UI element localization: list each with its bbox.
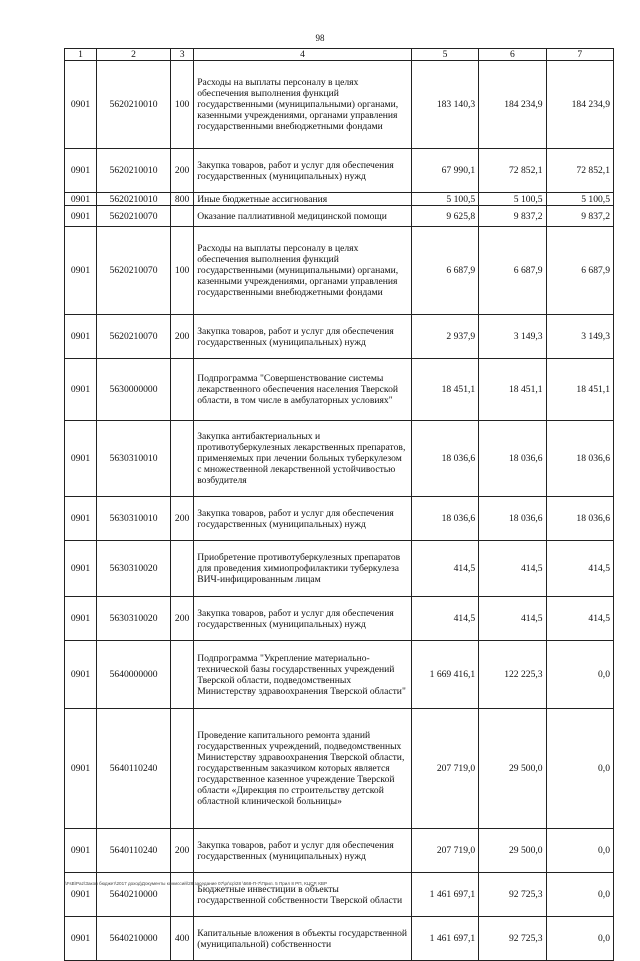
target-article-cell: 5640210000	[97, 917, 171, 961]
section-code-cell: 0901	[65, 61, 97, 149]
target-article-cell: 5640110240	[97, 829, 171, 873]
table-row	[65, 149, 614, 193]
target-article-cell: 5620210070	[97, 227, 171, 315]
table-row	[65, 917, 614, 961]
header-cell-2: 2	[97, 49, 171, 61]
item-name-cell: Подпрограмма "Укрепление материально-технической базы государственных учреждений Тверской области, подведомственных Министерству здравоохранения Тверской области"	[194, 641, 412, 709]
amount-col7-cell: 5 100,5	[546, 193, 613, 206]
table-row	[65, 641, 614, 709]
item-name-cell: Расходы на выплаты персоналу в целях обеспечения выполнения функций государственными (муниципальными) органами, казенными учреждениями, органами управления государственными внебюджетными фондами	[194, 227, 412, 315]
section-code-cell: 0901	[65, 873, 97, 917]
amount-col5-cell: 414,5	[411, 597, 478, 641]
table-header-row	[65, 49, 614, 61]
expense-type-cell: 400	[171, 917, 194, 961]
item-name-cell: Иные бюджетные ассигнования	[194, 193, 412, 206]
item-name-cell: Закупка товаров, работ и услуг для обеспечения государственных (муниципальных) нужд	[194, 597, 412, 641]
item-name-cell: Оказание паллиативной медицинской помощи	[194, 206, 412, 227]
expense-type-cell	[171, 873, 194, 917]
amount-col5-cell: 207 719,0	[411, 829, 478, 873]
amount-col6-cell: 5 100,5	[479, 193, 546, 206]
item-name-cell: Закупка товаров, работ и услуг для обеспечения государственных (муниципальных) нужд	[194, 315, 412, 359]
amount-col5-cell: 5 100,5	[411, 193, 478, 206]
page-number: 98	[315, 33, 325, 43]
amount-col6-cell: 6 687,9	[479, 227, 546, 315]
amount-col5-cell: 1 669 416,1	[411, 641, 478, 709]
expense-type-cell: 100	[171, 227, 194, 315]
target-article-cell: 5630310020	[97, 541, 171, 597]
target-article-cell: 5620210010	[97, 61, 171, 149]
expense-type-cell: 100	[171, 61, 194, 149]
amount-col6-cell: 29 500,0	[479, 829, 546, 873]
amount-col5-cell: 207 719,0	[411, 709, 478, 829]
section-code-cell: 0901	[65, 359, 97, 421]
amount-col5-cell: 18 036,6	[411, 421, 478, 497]
expense-type-cell: 200	[171, 149, 194, 193]
amount-col7-cell: 0,0	[546, 709, 613, 829]
amount-col6-cell: 29 500,0	[479, 709, 546, 829]
amount-col5-cell: 67 990,1	[411, 149, 478, 193]
expense-type-cell: 200	[171, 497, 194, 541]
amount-col7-cell: 184 234,9	[546, 61, 613, 149]
section-code-cell: 0901	[65, 193, 97, 206]
section-code-cell: 0901	[65, 497, 97, 541]
budget-table	[64, 48, 614, 961]
item-name-cell: Закупка товаров, работ и услуг для обеспечения государственных (муниципальных) нужд	[194, 497, 412, 541]
amount-col6-cell: 414,5	[479, 541, 546, 597]
target-article-cell: 5630310010	[97, 421, 171, 497]
section-code-cell: 0901	[65, 421, 97, 497]
section-code-cell: 0901	[65, 227, 97, 315]
expense-type-cell	[171, 206, 194, 227]
table-row	[65, 829, 614, 873]
section-code-cell: 0901	[65, 541, 97, 597]
amount-col5-cell: 18 451,1	[411, 359, 478, 421]
header-cell-4: 4	[194, 49, 412, 61]
amount-col6-cell: 18 451,1	[479, 359, 546, 421]
amount-col5-cell: 2 937,9	[411, 315, 478, 359]
table-row	[65, 709, 614, 829]
section-code-cell: 0901	[65, 641, 97, 709]
expense-type-cell	[171, 709, 194, 829]
item-name-cell: Закупка товаров, работ и услуг для обеспечения государственных (муниципальных) нужд	[194, 149, 412, 193]
footer-file-path: \\FsB\Paz\Закон бюджет\2017 доход\Документы комиссий\28 заседание 07\pr\cp\28 \568-П-7\Прил. 5 Прил 8 РП, КЦСР, КВР	[64, 881, 328, 886]
expense-type-cell: 800	[171, 193, 194, 206]
table-row	[65, 61, 614, 149]
section-code-cell: 0901	[65, 206, 97, 227]
amount-col6-cell: 72 852,1	[479, 149, 546, 193]
item-name-cell: Бюджетные инвестиции в объекты государственной собственности Тверской области	[194, 873, 412, 917]
amount-col7-cell: 3 149,3	[546, 315, 613, 359]
amount-col6-cell: 92 725,3	[479, 873, 546, 917]
table-row	[65, 359, 614, 421]
amount-col5-cell: 183 140,3	[411, 61, 478, 149]
item-name-cell: Приобретение противотуберкулезных препаратов для проведения химиопрофилактики туберкулеза ВИЧ-инфицированным лицам	[194, 541, 412, 597]
target-article-cell: 5620210070	[97, 315, 171, 359]
table-row	[65, 597, 614, 641]
target-article-cell: 5640000000	[97, 641, 171, 709]
header-cell-7: 7	[546, 49, 613, 61]
header-cell-6: 6	[479, 49, 546, 61]
table-row	[65, 227, 614, 315]
section-code-cell: 0901	[65, 917, 97, 961]
amount-col6-cell: 92 725,3	[479, 917, 546, 961]
table-row	[65, 421, 614, 497]
amount-col6-cell: 3 149,3	[479, 315, 546, 359]
header-cell-3: 3	[171, 49, 194, 61]
table-row	[65, 497, 614, 541]
target-article-cell: 5630000000	[97, 359, 171, 421]
expense-type-cell: 200	[171, 315, 194, 359]
amount-col6-cell: 18 036,6	[479, 421, 546, 497]
expense-type-cell	[171, 541, 194, 597]
amount-col6-cell: 414,5	[479, 597, 546, 641]
expense-type-cell	[171, 421, 194, 497]
budget-table-body	[65, 49, 614, 961]
target-article-cell: 5620210010	[97, 193, 171, 206]
amount-col6-cell: 18 036,6	[479, 497, 546, 541]
target-article-cell: 5620210010	[97, 149, 171, 193]
amount-col7-cell: 414,5	[546, 541, 613, 597]
section-code-cell: 0901	[65, 597, 97, 641]
item-name-cell: Капитальные вложения в объекты государственной (муниципальной) собственности	[194, 917, 412, 961]
header-cell-1: 1	[65, 49, 97, 61]
item-name-cell: Закупка антибактериальных и противотуберкулезных лекарственных препаратов, применяемых при лечении больных туберкулезом с множественной лекарственной устойчивостью возбудителя	[194, 421, 412, 497]
item-name-cell: Проведение капитального ремонта зданий государственных учреждений, подведомственных Министерству здравоохранения Тверской области, государственным заказчиком которых является государственное казенное учреждение Тверской области «Дирекция по строительству детской областной клинической больницы»	[194, 709, 412, 829]
item-name-cell: Расходы на выплаты персоналу в целях обеспечения выполнения функций государственными (муниципальными) органами, казенными учреждениями, органами управления государственными внебюджетными фондами	[194, 61, 412, 149]
amount-col5-cell: 18 036,6	[411, 497, 478, 541]
item-name-cell: Подпрограмма "Совершенствование системы лекарственного обеспечения населения Тверской области, в том числе в амбулаторных условиях"	[194, 359, 412, 421]
amount-col7-cell: 18 451,1	[546, 359, 613, 421]
amount-col7-cell: 18 036,6	[546, 421, 613, 497]
table-row	[65, 206, 614, 227]
amount-col7-cell: 9 837,2	[546, 206, 613, 227]
table-row	[65, 193, 614, 206]
section-code-cell: 0901	[65, 315, 97, 359]
item-name-cell: Закупка товаров, работ и услуг для обеспечения государственных (муниципальных) нужд	[194, 829, 412, 873]
section-code-cell: 0901	[65, 709, 97, 829]
amount-col7-cell: 0,0	[546, 873, 613, 917]
table-row	[65, 315, 614, 359]
amount-col7-cell: 414,5	[546, 597, 613, 641]
target-article-cell: 5620210070	[97, 206, 171, 227]
amount-col6-cell: 184 234,9	[479, 61, 546, 149]
amount-col6-cell: 122 225,3	[479, 641, 546, 709]
header-cell-5: 5	[411, 49, 478, 61]
target-article-cell: 5640210000	[97, 873, 171, 917]
expense-type-cell: 200	[171, 597, 194, 641]
amount-col7-cell: 72 852,1	[546, 149, 613, 193]
table-row	[65, 541, 614, 597]
amount-col7-cell: 6 687,9	[546, 227, 613, 315]
amount-col5-cell: 1 461 697,1	[411, 873, 478, 917]
amount-col5-cell: 6 687,9	[411, 227, 478, 315]
expense-type-cell: 200	[171, 829, 194, 873]
target-article-cell: 5630310010	[97, 497, 171, 541]
amount-col7-cell: 0,0	[546, 641, 613, 709]
expense-type-cell	[171, 359, 194, 421]
target-article-cell: 5640110240	[97, 709, 171, 829]
amount-col5-cell: 9 625,8	[411, 206, 478, 227]
target-article-cell: 5630310020	[97, 597, 171, 641]
section-code-cell: 0901	[65, 149, 97, 193]
amount-col6-cell: 9 837,2	[479, 206, 546, 227]
section-code-cell: 0901	[65, 829, 97, 873]
amount-col7-cell: 0,0	[546, 917, 613, 961]
expense-type-cell	[171, 641, 194, 709]
amount-col5-cell: 414,5	[411, 541, 478, 597]
amount-col5-cell: 1 461 697,1	[411, 917, 478, 961]
table-row	[65, 873, 614, 917]
amount-col7-cell: 18 036,6	[546, 497, 613, 541]
amount-col7-cell: 0,0	[546, 829, 613, 873]
